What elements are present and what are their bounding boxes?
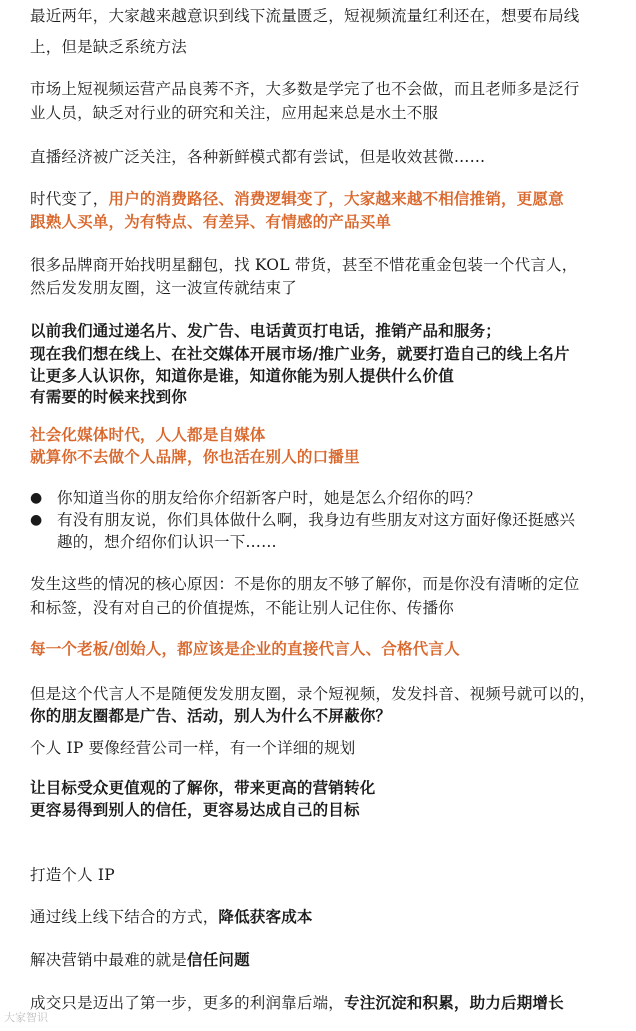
paragraph-line: 上，但是缺乏系统方法 [30,38,188,56]
bold-line: 更容易得到别人的信任，更容易达成自己的目标 [30,800,360,819]
highlight-line: 跟熟人买单，为有特点、有差异、有情感的产品买单 [30,212,392,231]
bold-line: 现在我们想在线上、在社交媒体开展市场/推广业务，就要打造自己的线上名片 [30,344,570,363]
paragraph-line: 发生这些的情况的核心原因：不是你的朋友不够了解你，而是你没有清晰的定位 [30,575,580,593]
bold-line: 你的朋友圈都是广告、活动，别人为什么不屏蔽你？ [30,706,392,725]
bullet-item: 你知道当你的朋友给你介绍新客户时，她是怎么介绍你的吗？ [57,489,481,507]
text-span: 解决营销中最难的就是 [30,951,188,969]
text-span: 时代变了， [30,190,109,208]
paragraph-line [30,950,620,970]
text-span: 成交只是迈出了第一步，更多的利润靠后端， [30,994,345,1012]
paragraph-line: 个人 IP 要像经营公司一样，有一个详细的规划 [30,739,356,757]
paragraph-line: 很多品牌商开始找明星翻包，找 KOL 带货，甚至不惜花重金包装一个代言人， [30,256,578,274]
bullet-item: 趣的，想介绍你们认识一下…… [57,533,277,551]
highlight-line: 就算你不去做个人品牌，你也活在别人的口播里 [30,447,360,466]
highlight-text: 用户的消费路径、消费逻辑变了，大家越来越不相信推销，更愿意 [108,189,564,208]
bold-line: 让更多人认识你，知道你是谁，知道你能为别人提供什么价值 [30,366,454,385]
bold-text: 专注沉淀和积累，助力后期增长 [344,993,564,1012]
paragraph-line: 然后发发朋友圈，这一波宣传就结束了 [30,279,297,297]
highlight-line [30,189,620,209]
bold-line: 以前我们通过递名片、发广告、电话黄页打电话，推销产品和服务； [30,321,502,340]
highlight-line: 社会化媒体时代，人人都是自媒体 [30,425,266,444]
bullet-icon: ● [30,490,43,506]
bold-line: 让目标受众更值观的了解你，带来更高的营销转化 [30,778,376,797]
bullet-icon: ● [30,512,43,528]
text-span: 通过线上线下结合的方式， [30,908,219,926]
bold-text: 信任问题 [187,950,250,969]
paragraph-line [30,907,620,927]
paragraph-line: 直播经济被广泛关注，各种新鲜模式都有尝试，但是收效甚微…… [30,148,486,166]
bullet-item: 有没有朋友说，你们具体做什么啊，我身边有些朋友对这方面好像还挺感兴 [57,511,576,529]
watermark: 大家智识 [4,1011,48,1024]
paragraph-line: 市场上短视频运营产品良莠不齐，大多数是学完了也不会做，而且老师多是泛行 [30,80,580,98]
bold-line: 有需要的时候来找到你 [30,387,188,406]
paragraph-line: 和标签，没有对自己的价值提炼，不能让别人记住你、传播你 [30,599,454,617]
paragraph-line: 最近两年，大家越来越意识到线下流量匮乏，短视频流量红利还在，想要布局线 [30,7,580,25]
paragraph-line: 打造个人 IP [30,866,115,884]
paragraph-line [30,993,620,1013]
bold-text: 降低获客成本 [218,907,313,926]
paragraph-line: 但是这个代言人不是随便发发朋友圈，录个短视频，发发抖音、视频号就可以的， [30,685,596,703]
highlight-line: 每一个老板/创始人，都应该是企业的直接代言人、合格代言人 [30,639,460,658]
paragraph-line: 业人员，缺乏对行业的研究和关注，应用起来总是水土不服 [30,104,439,122]
